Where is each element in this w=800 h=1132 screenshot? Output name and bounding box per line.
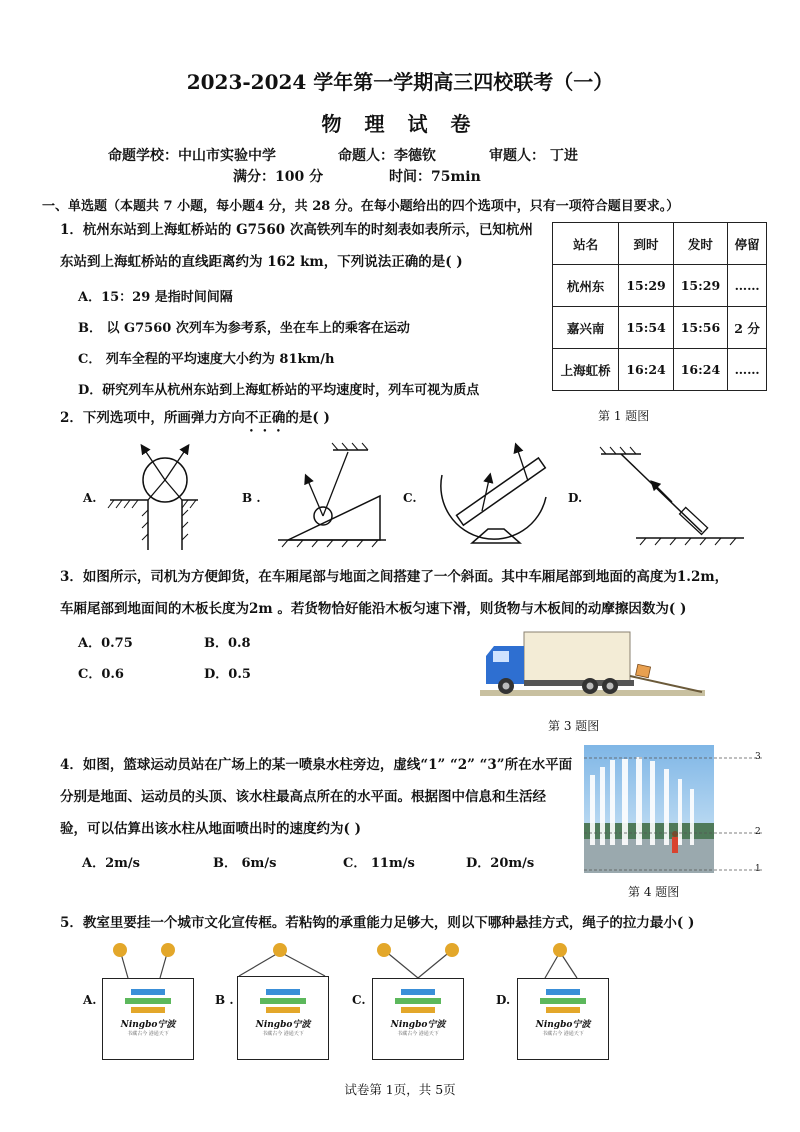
timetable-cell: 15:29 [673, 265, 727, 307]
q5-label-a: A. [83, 993, 97, 1007]
time-line: 时间：75min [389, 169, 481, 185]
timetable-cell: 上海虹桥 [553, 349, 619, 391]
exam-title: 2023-2024 学年第一学期高三四校联考（一） [186, 70, 614, 94]
q4-option-a: A．2m/s [82, 856, 140, 871]
q5-slogan-c: 书藏古今 港通天下 [397, 1031, 439, 1037]
q2-figure-a [100, 438, 200, 553]
timetable-header: 发时 [673, 223, 727, 265]
q4-stem-line3: 验，可以估算出该水柱从地面喷出时的速度约为( ) [60, 821, 361, 837]
q5-logo-c: Ningbo宁波 [390, 1020, 446, 1030]
q1-stem-line1: 1．杭州东站到上海虹桥站的 G7560 次高铁列车的时刻表如表所示，已知杭州 [60, 222, 533, 238]
q2-stem [60, 408, 330, 435]
q3-stem-line1: 3．如图所示，司机为方便卸货，在车厢尾部与地面之间搭建了一个斜面。其中车厢尾部到地面的高度为1.2m， [60, 569, 729, 585]
q1-option-c: C． 列车全程的平均速度大小约为 81km/h [78, 352, 335, 367]
q1-option-a: A．15：29 是指时间间隔 [78, 290, 233, 305]
timetable-cell: 15:54 [619, 307, 673, 349]
q5-figure-c [370, 940, 470, 1065]
q4-fountain-photo [584, 745, 769, 877]
q5-logo-d: Ningbo宁波 [535, 1020, 591, 1030]
q5-frame-b [237, 976, 329, 1060]
q5-figure-d [515, 940, 615, 1065]
q4-caption: 第 4 题图 [628, 885, 680, 899]
q5-hooks-d [515, 940, 615, 980]
q5-logo-a: Ningbo宁波 [120, 1020, 176, 1030]
timetable-header-row [553, 223, 767, 265]
q5-slogan-b: 书藏古今 港通天下 [262, 1031, 304, 1037]
timetable-row [553, 265, 767, 307]
q4-option-c: C． 11m/s [343, 856, 415, 871]
timetable-cell: 2 分 [728, 307, 767, 349]
q5-frame-a [102, 978, 194, 1060]
q2-stem-post: 的是( ) [285, 410, 330, 426]
school-line: 命题学校：中山市实验中学 [108, 148, 276, 164]
timetable-cell: 15:56 [673, 307, 727, 349]
q4-option-d: D．20m/s [466, 856, 535, 871]
section-heading: 一、单选题（本题共 7 小题，每小题4 分，共 28 分。在每小题给出的四个选项中，只有一项符合题目要求。） [42, 199, 680, 214]
q3-truck-figure [480, 628, 705, 703]
timetable-cell: 杭州东 [553, 265, 619, 307]
q5-slogan-d: 书藏古今 港通天下 [542, 1031, 584, 1037]
q1-option-b: B． 以 G7560 次列车为参考系，坐在车上的乘客在运动 [78, 321, 410, 336]
q5-hooks-c [370, 940, 470, 980]
q3-stem-line2: 车厢尾部到地面间的木板长度为2m 。若货物恰好能沿木板匀速下滑，则货物与木板间的动摩擦因数为( ) [60, 601, 687, 617]
q5-figure-b [235, 940, 335, 1065]
timetable-cell: 嘉兴南 [553, 307, 619, 349]
timetable-cell: …… [728, 265, 767, 307]
score-line: 满分：100 分 [233, 169, 324, 185]
q2-label-c: C. [403, 491, 417, 505]
timetable-header: 到时 [619, 223, 673, 265]
q2-label-a: A. [83, 491, 97, 505]
q3-option-b: B．0.8 [204, 636, 251, 651]
q1-stem-line2: 东站到上海虹桥站的直线距离约为 162 km，下列说法正确的是( ) [60, 254, 463, 270]
q5-frame-c [372, 978, 464, 1060]
q2-figure-b [268, 440, 388, 550]
timetable-cell: …… [728, 349, 767, 391]
q3-option-c: C．0.6 [78, 667, 124, 682]
q5-figure-a [100, 940, 200, 1065]
q5-logo-b: Ningbo宁波 [255, 1020, 311, 1030]
q3-caption: 第 3 题图 [548, 719, 600, 733]
q2-stem-emphasis: 不正确 [244, 410, 286, 426]
timetable-header: 站名 [553, 223, 619, 265]
q4-stem-line1: 4．如图，篮球运动员站在广场上的某一喷泉水柱旁边，虚线“1” “2” “3”所在水平面 [60, 757, 573, 773]
q2-stem-pre: 2．下列选项中，所画弹力方向 [60, 410, 245, 426]
timetable-cell: 16:24 [673, 349, 727, 391]
q5-slogan-a: 书藏古今 港通天下 [127, 1031, 169, 1037]
q4-option-b: B． 6m/s [213, 856, 277, 871]
q3-option-a: A．0.75 [78, 636, 133, 651]
page-footer: 试卷第 1页，共 5页 [344, 1082, 456, 1097]
subject-title: 物 理 试 卷 [321, 112, 479, 136]
q5-label-d: D. [496, 993, 511, 1007]
q2-label-b: B . [242, 491, 261, 505]
q1-caption: 第 1 题图 [598, 409, 650, 423]
q2-label-d: D. [568, 491, 583, 505]
timetable-cell: 16:24 [619, 349, 673, 391]
timetable-row [553, 349, 767, 391]
q5-hooks-a [100, 940, 200, 980]
timetable [552, 222, 767, 391]
timetable-cell: 15:29 [619, 265, 673, 307]
timetable-row [553, 307, 767, 349]
reviewer-line: 审题人： 丁进 [489, 148, 578, 164]
q4-stem-line2: 分别是地面、运动员的头顶、该水柱最高点所在的水平面。根据图中信息和生活经 [60, 789, 546, 805]
q5-label-b: B . [215, 993, 234, 1007]
timetable-header: 停留 [728, 223, 767, 265]
q2-figure-c [432, 435, 562, 550]
q5-stem: 5．教室里要挂一个城市文化宣传框。若粘钩的承重能力足够大，则以下哪种悬挂方式，绳子的拉力最小( ) [60, 915, 695, 931]
q1-option-d: D．研究列车从杭州东站到上海虹桥站的平均速度时，列车可视为质点 [78, 383, 480, 398]
q4-mark-3: 3 [755, 752, 761, 762]
q2-figure-d [596, 440, 746, 550]
q5-hooks-b [235, 940, 335, 980]
q4-mark-1: 1 [755, 864, 761, 874]
q5-label-c: C. [352, 993, 366, 1007]
q4-mark-2: 2 [755, 827, 761, 837]
q3-option-d: D．0.5 [204, 667, 251, 682]
q5-frame-d [517, 978, 609, 1060]
author-line: 命题人：李德钦 [338, 148, 436, 164]
